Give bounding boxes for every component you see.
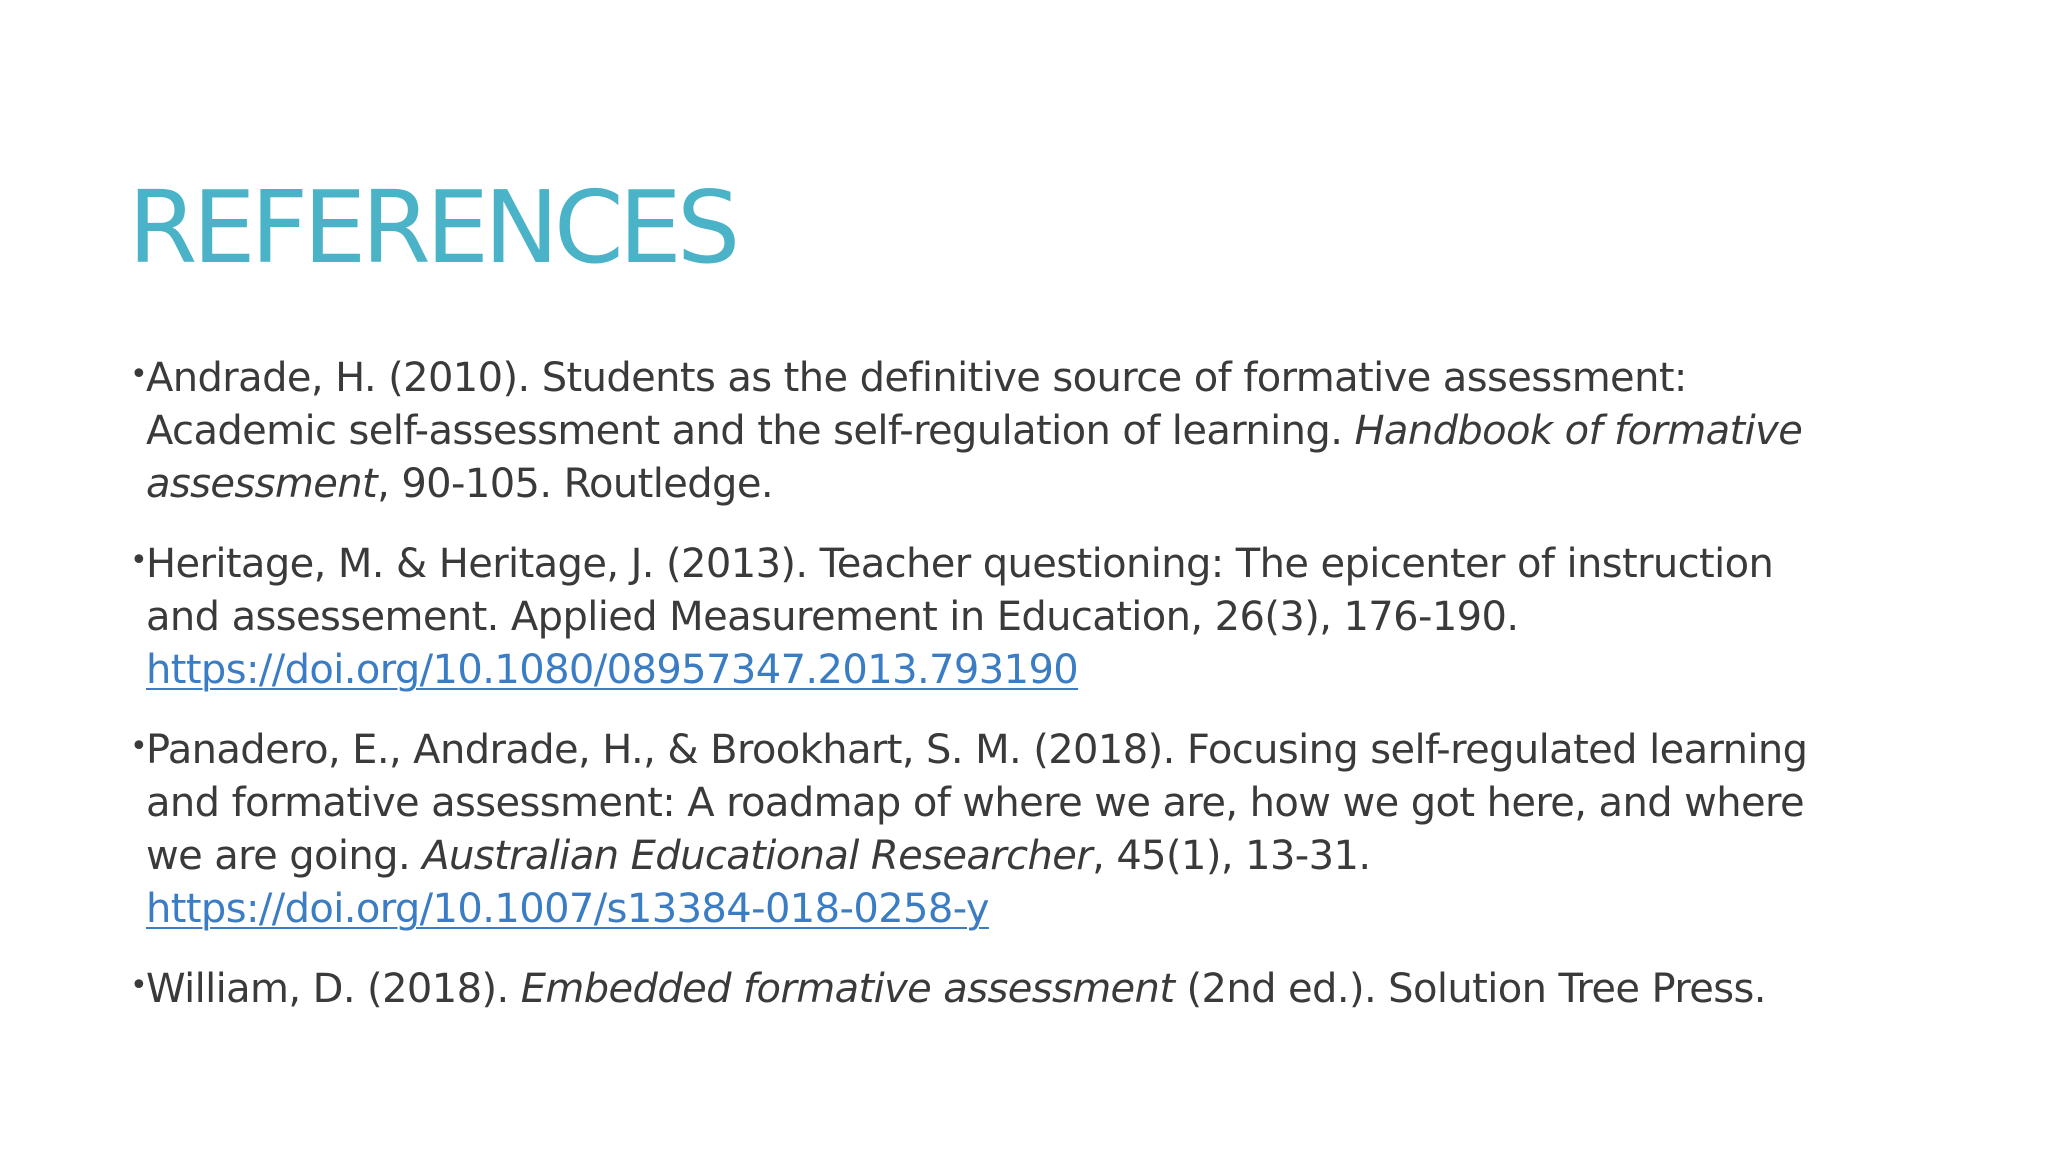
reference-item-heritage (130, 538, 2030, 697)
reference-source-title: assessment (146, 461, 378, 507)
reference-text: (2nd ed.). Solution Tree Press. (1174, 966, 1766, 1012)
reference-line (146, 830, 2030, 883)
doi-link[interactable]: https://doi.org/10.1080/08957347.2013.793190 (146, 647, 1079, 693)
reference-line (146, 644, 2030, 697)
reference-line: and formative assessment: A roadmap of where we are, how we got here, and where (146, 780, 1804, 826)
reference-item-andrade (130, 352, 2030, 511)
reference-line (146, 963, 2030, 1016)
bullet-icon: • (130, 357, 148, 392)
reference-line: and assessement. Applied Measurement in Education, 26(3), 176-190. (146, 594, 1519, 640)
reference-source-title: Embedded formative assessment (520, 966, 1175, 1012)
reference-line (146, 458, 2030, 511)
reference-text: we are going. (146, 833, 423, 879)
reference-source-title: Australian Educational Researcher (422, 833, 1093, 879)
reference-line: Andrade, H. (2010). Students as the definitive source of formative assessment: (146, 355, 1687, 401)
reference-line: Panadero, E., Andrade, H., & Brookhart, S. M. (2018). Focusing self-regulated learning (146, 727, 1808, 773)
bullet-icon: • (130, 968, 148, 1003)
reference-source-title: Handbook of formative (1354, 408, 1803, 454)
bullet-icon: • (130, 543, 148, 578)
slide-title: REFERENCES (128, 169, 736, 286)
reference-item-panadero (130, 724, 2030, 936)
reference-item-william (130, 963, 2030, 1016)
reference-line (146, 405, 2030, 458)
reference-text: , 90-105. Routledge. (377, 461, 773, 507)
reference-text: , 45(1), 13-31. (1092, 833, 1371, 879)
reference-line: Heritage, M. & Heritage, J. (2013). Teacher questioning: The epicenter of instruction (146, 541, 1774, 587)
reference-list (130, 352, 2030, 1043)
reference-text: Academic self-assessment and the self-regulation of learning. (146, 408, 1355, 454)
bullet-icon: • (130, 729, 148, 764)
doi-link[interactable]: https://doi.org/10.1007/s13384-018-0258-y (146, 886, 989, 932)
reference-line (146, 883, 2030, 936)
reference-text: William, D. (2018). (146, 966, 521, 1012)
